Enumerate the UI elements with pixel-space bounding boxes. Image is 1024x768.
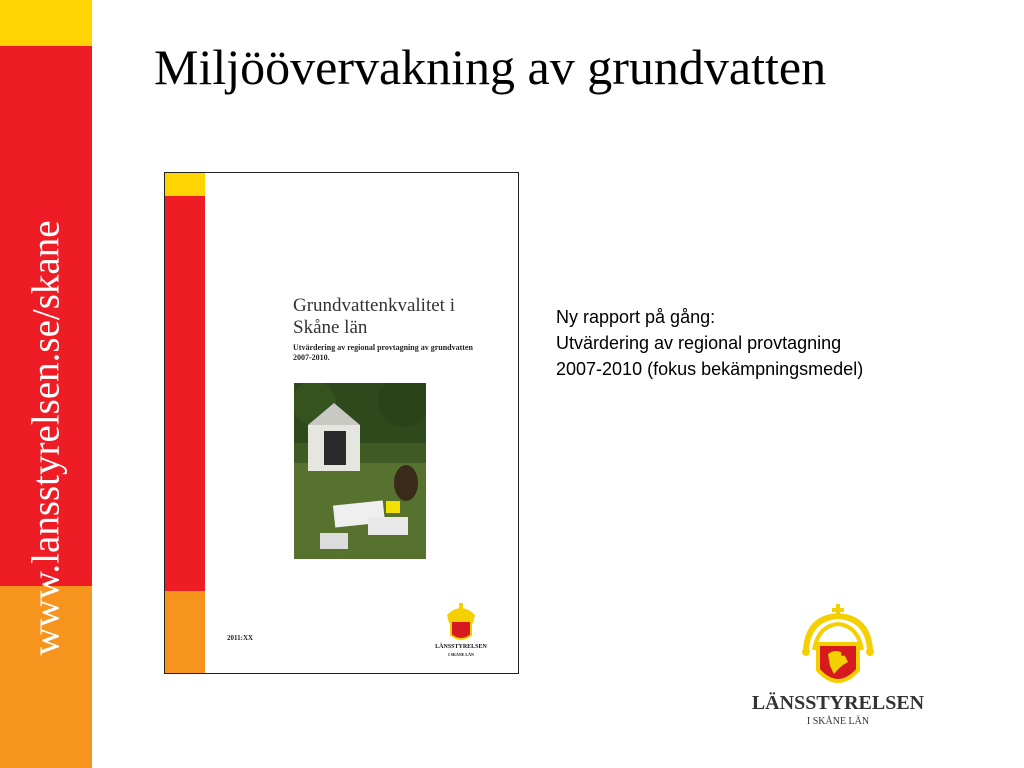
cover-subtitle-line2: 2007-2010. [293, 353, 330, 362]
cover-crest-icon [423, 601, 499, 645]
report-cover [164, 172, 519, 674]
cover-report-code: 2011:XX [227, 634, 254, 642]
cover-title-line2: Skåne län [293, 317, 368, 338]
report-note [556, 304, 863, 382]
cover-stripe-red [165, 196, 205, 591]
cover-photo [294, 383, 426, 559]
cover-logo [423, 601, 499, 659]
cover-title [293, 295, 493, 339]
cover-stripe-yellow [165, 173, 205, 196]
cover-subtitle-line1: Utvärdering av regional provtagning av grundvatten [293, 343, 473, 352]
cover-logo-sub: I SKÅNE LÄN [448, 652, 474, 657]
cover-logo-name: LÄNSSTYRELSEN [435, 644, 487, 650]
side-color-stripe [0, 0, 92, 768]
cover-subtitle [293, 343, 503, 363]
stripe-yellow-segment [0, 0, 92, 46]
cover-logo-text [423, 644, 499, 658]
cover-stripe-orange [165, 591, 205, 674]
lansstyrelsen-logo [748, 604, 928, 732]
note-line-1: Ny rapport på gång: [556, 307, 716, 327]
slide-title: Miljöövervakning av grundvatten [154, 39, 827, 95]
note-line-2: Utvärdering av regional provtagning [556, 333, 842, 353]
side-url: www.lansstyrelsen.se/skane [24, 220, 68, 656]
note-line-3: 2007-2010 (fokus bekämpningsmedel) [556, 359, 864, 379]
logo-name: LÄNSSTYRELSEN [751, 692, 925, 714]
crest-icon [748, 604, 928, 694]
logo-subname: I SKÅNE LÄN [806, 716, 870, 727]
cover-title-line1: Grundvattenkvalitet i [293, 295, 455, 316]
